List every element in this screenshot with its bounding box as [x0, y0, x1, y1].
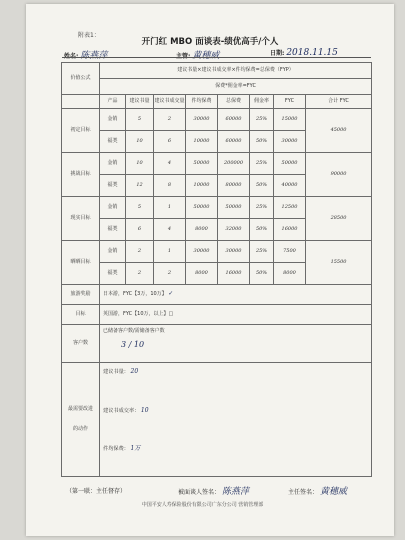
- col-fyc: FYC: [274, 95, 306, 109]
- proposals-cell: 2: [126, 241, 154, 263]
- col-rate: 佣金率: [250, 95, 274, 109]
- rate-cell: 25%: [250, 109, 274, 131]
- avg-premium-cell: 10000: [186, 175, 218, 197]
- formula-label: 价值公式: [62, 63, 100, 95]
- improve-label: [62, 363, 100, 477]
- date-field: [270, 48, 338, 60]
- improve-item-3-value: 1万: [130, 445, 141, 453]
- product-cell: 福类: [100, 263, 126, 285]
- clients-text: 已储备客户数/需储备客户数: [103, 328, 165, 334]
- header-blank: [62, 95, 100, 109]
- avg-premium-cell: 50000: [186, 197, 218, 219]
- avg-premium-cell: 30000: [186, 241, 218, 263]
- interviewee-signature: [178, 484, 249, 497]
- clients-row: [62, 325, 372, 363]
- table-row: [62, 109, 372, 131]
- product-cell: 金销: [100, 241, 126, 263]
- improve-item-1: [103, 369, 371, 376]
- avg-premium-cell: 8000: [186, 219, 218, 241]
- deals-cell: 2: [154, 109, 186, 131]
- total-premium-cell: 80000: [218, 175, 250, 197]
- improve-cell: [100, 363, 372, 477]
- improve-item-2-value: 10: [140, 406, 149, 414]
- travel-row-1: [62, 285, 372, 305]
- group-label: 晒晒目标: [62, 241, 100, 285]
- rate-cell: 25%: [250, 197, 274, 219]
- proposals-cell: 10: [126, 153, 154, 175]
- proposals-cell: 5: [126, 197, 154, 219]
- fyc-cell: 30000: [274, 131, 306, 153]
- improve-item-1-label: 建议书量：: [103, 369, 129, 375]
- check-mark-icon: ✓: [168, 290, 174, 298]
- total-fyc-cell: 45000: [306, 109, 372, 153]
- proposals-cell: 2: [126, 263, 154, 285]
- total-premium-cell: 32000: [218, 219, 250, 241]
- proposals-cell: 5: [126, 109, 154, 131]
- deals-cell: 6: [154, 131, 186, 153]
- col-deals: 建议书成交量: [154, 95, 186, 109]
- interviewee-sig: 陈燕萍: [221, 487, 249, 497]
- group-label: 现实目标: [62, 197, 100, 241]
- director-signature: [288, 484, 347, 497]
- rate-cell: 50%: [250, 263, 274, 285]
- total-premium-cell: 50000: [218, 197, 250, 219]
- footer-step: （第一联：主任督存）: [66, 488, 127, 495]
- rate-cell: 25%: [250, 241, 274, 263]
- fyc-cell: 40000: [274, 175, 306, 197]
- supervisor-field: [176, 48, 219, 60]
- deals-cell: 1: [154, 241, 186, 263]
- improve-item-3: [103, 446, 371, 453]
- avg-premium-cell: 8000: [186, 263, 218, 285]
- product-cell: 福类: [100, 131, 126, 153]
- fyc-cell: 12500: [274, 197, 306, 219]
- supervisor-value: 黄穗威: [192, 51, 220, 61]
- col-total-premium: 总保费: [218, 95, 250, 109]
- improve-item-3-label: 件均保费：: [103, 446, 129, 453]
- avg-premium-cell: 10000: [186, 131, 218, 153]
- rate-cell: 50%: [250, 175, 274, 197]
- attachment-label: 附表1：: [78, 32, 100, 39]
- formula-line-1: 建议书量×建议书成交率×件均保费=总保费（FYP）: [100, 63, 372, 79]
- travel-target-label: 目标: [62, 305, 100, 325]
- director-sig: 黄穗威: [319, 487, 347, 497]
- form-title: 开门红 MBO 面谈表-绩优高手/个人: [141, 37, 279, 47]
- deals-cell: 2: [154, 263, 186, 285]
- product-cell: 金销: [100, 197, 126, 219]
- total-premium-cell: 200000: [218, 153, 250, 175]
- product-cell: 金销: [100, 109, 126, 131]
- improve-row: [62, 363, 372, 477]
- travel-label: 旅游奖励: [62, 285, 100, 305]
- supervisor-label: 主管:: [176, 53, 191, 60]
- clients-cell: [100, 325, 372, 363]
- table-row: [62, 197, 372, 219]
- fyc-cell: 8000: [274, 263, 306, 285]
- fyc-cell: 16000: [274, 219, 306, 241]
- product-cell: 金销: [100, 153, 126, 175]
- travel-option-japan: [100, 285, 372, 305]
- col-avg-premium: 件均保费: [186, 95, 218, 109]
- group-label: 挑战目标: [62, 153, 100, 197]
- improve-item-2: [103, 408, 371, 415]
- rate-cell: 50%: [250, 131, 274, 153]
- total-premium-cell: 16000: [218, 263, 250, 285]
- table-row: [62, 241, 372, 263]
- improve-item-2-label: 建议书成交率：: [103, 407, 140, 414]
- proposals-cell: 10: [126, 131, 154, 153]
- total-premium-cell: 60000: [218, 109, 250, 131]
- total-fyc-cell: 28500: [306, 197, 372, 241]
- clients-value: 3 / 10: [121, 339, 145, 349]
- rate-cell: 50%: [250, 219, 274, 241]
- avg-premium-cell: 30000: [186, 109, 218, 131]
- interviewee-label: 被面谈人签名：: [178, 489, 221, 496]
- avg-premium-cell: 50000: [186, 153, 218, 175]
- clients-label: 客户数: [62, 325, 100, 363]
- table-row: [62, 153, 372, 175]
- date-value: 2018.11.15: [286, 48, 338, 58]
- deals-cell: 8: [154, 175, 186, 197]
- name-field: [64, 48, 107, 60]
- name-label: 姓名:: [64, 53, 79, 60]
- col-total-fyc: 合计 FYC: [306, 95, 372, 109]
- company-footer: 中国平安人寿保险股份有限公司广东分公司 营销管理部: [141, 502, 264, 508]
- fyc-cell: 50000: [274, 153, 306, 175]
- total-fyc-cell: 15500: [306, 241, 372, 285]
- name-value: 陈燕萍: [80, 51, 108, 61]
- travel-option-uk: 英国游，FYC【10万，以上】□: [100, 305, 372, 325]
- fyc-cell: 15000: [274, 109, 306, 131]
- improve-label-line2: 的动作: [72, 425, 88, 432]
- total-premium-cell: 30000: [218, 241, 250, 263]
- deals-cell: 4: [154, 153, 186, 175]
- proposals-cell: 12: [126, 175, 154, 197]
- header-rule: [62, 57, 371, 58]
- fyc-cell: 7500: [274, 241, 306, 263]
- date-label: 日期:: [270, 50, 285, 57]
- deals-cell: 4: [154, 219, 186, 241]
- column-header-row: [62, 95, 372, 109]
- improve-item-1-value: 20: [130, 368, 139, 375]
- proposals-cell: 6: [126, 219, 154, 241]
- group-label: 初定目标: [62, 109, 100, 153]
- rate-cell: 25%: [250, 153, 274, 175]
- col-product: 产品: [100, 95, 126, 109]
- total-fyc-cell: 90000: [306, 153, 372, 197]
- travel-option-japan-text: 日本游，FYC【3万，10万】: [103, 291, 167, 298]
- mbo-form-table: [61, 62, 372, 477]
- improve-label-line1: 最需要改进: [67, 406, 93, 412]
- total-premium-cell: 60000: [218, 131, 250, 153]
- travel-row-2: [62, 305, 372, 325]
- director-label: 主任签名：: [288, 489, 319, 496]
- col-proposals: 建议书量: [126, 95, 154, 109]
- deals-cell: 1: [154, 197, 186, 219]
- formula-line-2: 保费*佣金率=FYC: [100, 79, 372, 95]
- product-cell: 福类: [100, 175, 126, 197]
- product-cell: 福类: [100, 219, 126, 241]
